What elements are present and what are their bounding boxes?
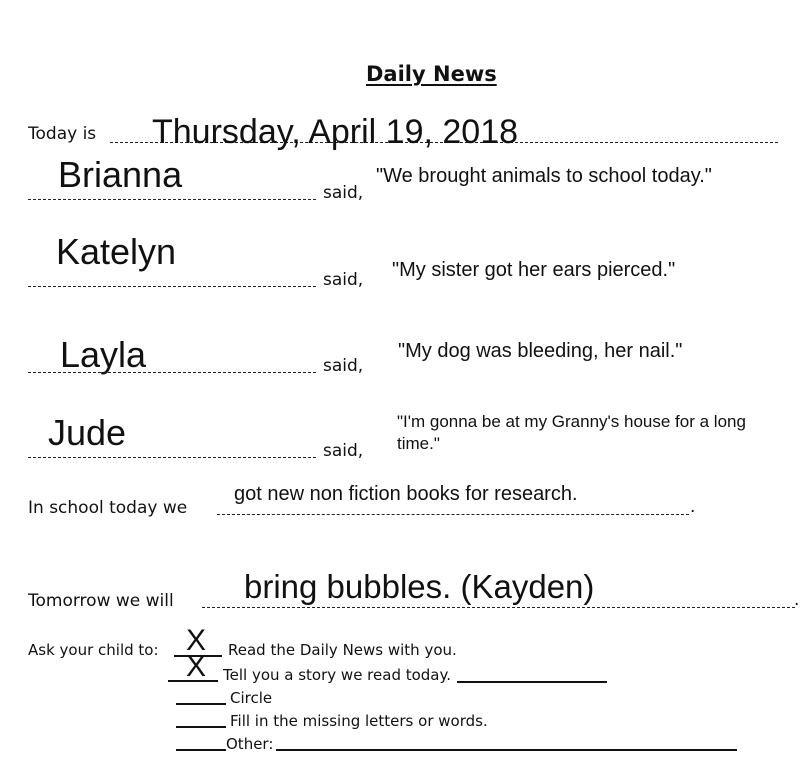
- tomorrow-label: Tomorrow we will: [28, 591, 174, 611]
- ask-item-2-text: Tell you a story we read today.: [223, 666, 452, 684]
- student-quote-3: "My dog was bleeding, her nail.": [398, 340, 683, 362]
- ask-item-5-text: Other:: [226, 735, 274, 753]
- ask-item-4-blank: [176, 726, 226, 728]
- student-quote-4-line-2: time.": [397, 434, 440, 453]
- tomorrow-line: [202, 607, 795, 608]
- said-label-4: said,: [323, 441, 364, 461]
- student-quote-2: "My sister got her ears pierced.": [392, 259, 676, 281]
- said-label-3: said,: [323, 356, 364, 376]
- ask-label: Ask your child to:: [28, 641, 159, 659]
- tomorrow-value: bring bubbles. (Kayden): [244, 568, 595, 605]
- ask-item-5-other-line: [276, 749, 737, 751]
- ask-item-1-mark: X: [186, 624, 207, 657]
- ask-item-4-text: Fill in the missing letters or words.: [230, 712, 488, 730]
- school-today-label: In school today we: [28, 498, 188, 518]
- today-value: Thursday, April 19, 2018: [152, 113, 519, 151]
- ask-item-3-text: Circle: [230, 689, 273, 707]
- name-line-3: [28, 372, 316, 373]
- student-name-3: Layla: [60, 334, 147, 375]
- student-name-4: Jude: [48, 412, 127, 453]
- said-label-1: said,: [323, 183, 364, 203]
- ask-item-3-blank: [176, 703, 226, 705]
- student-name-2: Katelyn: [56, 231, 177, 272]
- ask-item-5-blank: [176, 749, 226, 751]
- school-today-line: [217, 514, 689, 515]
- student-quote-1: "We brought animals to school today.": [376, 165, 712, 187]
- ask-item-1-text: Read the Daily News with you.: [228, 641, 457, 659]
- tomorrow-end: .: [794, 590, 800, 610]
- said-label-2: said,: [323, 270, 364, 290]
- school-today-value: got new non fiction books for research.: [234, 483, 578, 505]
- name-line-2: [28, 286, 316, 287]
- student-name-1: Brianna: [58, 154, 183, 195]
- name-line-1: [28, 199, 316, 200]
- today-label: Today is: [28, 124, 97, 144]
- ask-item-2-extra-line: [457, 681, 607, 683]
- name-line-4: [28, 457, 316, 458]
- student-quote-4-line-1: "I'm gonna be at my Granny's house for a long: [397, 412, 746, 431]
- page-title: Daily News: [366, 62, 497, 86]
- ask-item-2-mark: X: [186, 650, 207, 683]
- school-today-end: .: [690, 497, 696, 517]
